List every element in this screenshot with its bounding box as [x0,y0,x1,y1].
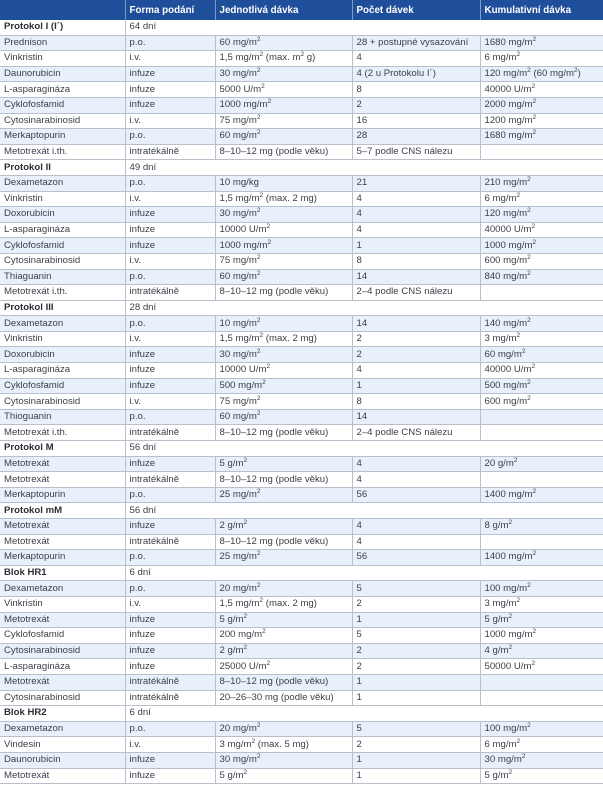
table-header [0,0,603,20]
table-row [0,721,603,737]
single-dose-cell: 60 $mg/m^2$ [215,269,352,285]
dose-count-cell: 1 [352,690,480,706]
dose-count-cell: 1 [352,674,480,690]
table-row [0,253,603,269]
drug-name-cell: Cytosinarabinosid [0,643,125,659]
dose-count-cell: 28 + postupné vysazování [352,35,480,51]
route-cell: i.v. [125,596,215,612]
cumulative-dose-cell: 3 $mg/m^2$ [480,596,603,612]
route-cell: p.o. [125,550,215,566]
protocol-section-row [0,300,603,316]
protocol-duration: 56 dní [125,441,603,457]
protocol-section-row [0,503,603,519]
drug-name-cell: Cyklofosfamid [0,628,125,644]
route-cell: infuze [125,238,215,254]
table-row [0,51,603,67]
table-row [0,347,603,363]
cumulative-dose-cell: 5 $g/m^2$ [480,612,603,628]
route-cell: infuze [125,612,215,628]
protocol-name: Protokol I (I´) [0,20,125,35]
cumulative-dose-cell: 140 $mg/m^2$ [480,316,603,332]
header-route: Forma podání [125,0,215,20]
cumulative-dose-cell: 1200 $mg/m^2$ [480,113,603,129]
table-row [0,628,603,644]
cumulative-dose-cell: 50000 $U/m^2$ [480,659,603,675]
table-row [0,35,603,51]
cumulative-dose-cell: 6 $mg/m^2$ [480,737,603,753]
dose-count-cell: 2 [352,596,480,612]
route-cell: i.v. [125,394,215,410]
protocol-name: Blok HR2 [0,706,125,722]
dose-count-cell: 2–4 podle CNS nálezu [352,285,480,301]
route-cell: p.o. [125,316,215,332]
drug-name-cell: Vindesin [0,737,125,753]
drug-name-cell: Cytosinarabinosid [0,690,125,706]
protocol-name: Protokol III [0,300,125,316]
cumulative-dose-cell [480,534,603,550]
drug-name-cell: Metotrexát i.th. [0,285,125,301]
drug-name-cell: Cyklofosfamid [0,97,125,113]
table-row [0,643,603,659]
table-row [0,222,603,238]
table-row [0,144,603,160]
route-cell: i.v. [125,113,215,129]
drug-name-cell: Prednison [0,35,125,51]
dose-count-cell: 2–4 podle CNS nálezu [352,425,480,441]
cumulative-dose-cell [480,409,603,425]
dose-count-cell: 14 [352,316,480,332]
protocol-section-row [0,441,603,457]
table-row [0,752,603,768]
dose-count-cell: 4 [352,472,480,488]
drug-name-cell: Metotrexát i.th. [0,425,125,441]
protocol-section-row [0,160,603,176]
route-cell: infuze [125,82,215,98]
route-cell: infuze [125,659,215,675]
single-dose-cell: 20 $mg/m^2$ [215,581,352,597]
protocol-duration: 49 dní [125,160,603,176]
route-cell: infuze [125,752,215,768]
cumulative-dose-cell: 3 $mg/m^2$ [480,331,603,347]
cumulative-dose-cell: 500 $mg/m^2$ [480,378,603,394]
dose-count-cell: 1 [352,612,480,628]
cumulative-dose-cell: 20 $g/m^2$ [480,456,603,472]
drug-name-cell: Metotrexát [0,472,125,488]
dose-count-cell: 4 [352,363,480,379]
single-dose-cell: 25 $mg/m^2$ [215,487,352,503]
single-dose-cell: 75 $mg/m^2$ [215,394,352,410]
cumulative-dose-cell: 1400 $mg/m^2$ [480,550,603,566]
dose-count-cell: 4 [352,534,480,550]
table-row [0,425,603,441]
drug-name-cell: Merkaptopurin [0,129,125,145]
table-row [0,612,603,628]
route-cell: infuze [125,97,215,113]
dose-count-cell: 5 [352,721,480,737]
table-row [0,82,603,98]
drug-name-cell: Daunorubicin [0,66,125,82]
protocol-section-row [0,565,603,581]
route-cell: i.v. [125,191,215,207]
dose-count-cell: 2 [352,659,480,675]
table-row [0,331,603,347]
drug-name-cell: Daunorubicin [0,752,125,768]
protocol-name: Protokol II [0,160,125,176]
drug-name-cell: Vinkristin [0,331,125,347]
dose-count-cell: 16 [352,113,480,129]
dose-count-cell: 2 [352,97,480,113]
drug-name-cell: L-asparagináza [0,222,125,238]
drug-name-cell: Thioguanin [0,409,125,425]
drug-name-cell: Metotrexát [0,519,125,535]
table-row [0,534,603,550]
table-row [0,487,603,503]
route-cell: infuze [125,378,215,394]
protocol-duration: 56 dní [125,503,603,519]
dose-count-cell: 4 [352,519,480,535]
single-dose-cell: 30 $mg/m^2$ [215,207,352,223]
single-dose-cell: 75 $mg/m^2$ [215,113,352,129]
route-cell: i.v. [125,737,215,753]
cumulative-dose-cell: 40000 $U/m^2$ [480,82,603,98]
drug-name-cell: Vinkristin [0,51,125,67]
cumulative-dose-cell: 6 $mg/m^2$ [480,51,603,67]
dose-count-cell: 8 [352,82,480,98]
dose-count-cell: 1 [352,238,480,254]
table-row [0,269,603,285]
dose-count-cell: 5 [352,628,480,644]
table-row [0,238,603,254]
header-dose-count: Počet dávek [352,0,480,20]
cumulative-dose-cell: 30 $mg/m^2$ [480,752,603,768]
route-cell: intratékálně [125,144,215,160]
cumulative-dose-cell: 60 $mg/m^2$ [480,347,603,363]
single-dose-cell: 500 $mg/m^2$ [215,378,352,394]
single-dose-cell: 200 $mg/m^2$ [215,628,352,644]
table-body [0,20,603,784]
single-dose-cell: 20 $mg/m^2$ [215,721,352,737]
single-dose-cell: 8–10–12 mg (podle věku) [215,425,352,441]
single-dose-cell: 10000 $U/m^2$ [215,363,352,379]
route-cell: i.v. [125,253,215,269]
dose-count-cell: 5–7 podle CNS nálezu [352,144,480,160]
protocol-section-row [0,706,603,722]
route-cell: p.o. [125,129,215,145]
drug-name-cell: Cyklofosfamid [0,238,125,254]
protocol-duration: 64 dní [125,20,603,35]
table-row [0,409,603,425]
cumulative-dose-cell [480,472,603,488]
single-dose-cell: 10000 $U/m^2$ [215,222,352,238]
dose-count-cell: 8 [352,253,480,269]
table-row [0,581,603,597]
single-dose-cell: 1000 $mg/m^2$ [215,97,352,113]
drug-name-cell: Metotrexát [0,534,125,550]
route-cell: p.o. [125,487,215,503]
header-drug [0,0,125,20]
cumulative-dose-cell: 2000 $mg/m^2$ [480,97,603,113]
single-dose-cell: 8–10–12 mg (podle věku) [215,534,352,550]
protocol-name: Protokol M [0,441,125,457]
table-row [0,285,603,301]
header-cumulative-dose: Kumulativní dávka [480,0,603,20]
dose-count-cell: 56 [352,487,480,503]
drug-name-cell: Dexametazon [0,316,125,332]
table-row [0,378,603,394]
protocol-duration: 6 dní [125,565,603,581]
table-row [0,456,603,472]
drug-name-cell: Thiaguanin [0,269,125,285]
drug-name-cell: Metotrexát [0,768,125,784]
route-cell: p.o. [125,581,215,597]
table-row [0,129,603,145]
single-dose-cell: 2 $g/m^2$ [215,519,352,535]
drug-name-cell: Merkaptopurin [0,550,125,566]
single-dose-cell: 8–10–12 mg (podle věku) [215,674,352,690]
drug-name-cell: Metotrexát [0,612,125,628]
single-dose-cell: 1,5 $mg/m^2$ (max. 2 mg) [215,596,352,612]
table-row [0,550,603,566]
dose-count-cell: 4 [352,222,480,238]
drug-name-cell: L-asparagináza [0,363,125,379]
single-dose-cell: 60 $mg/m^2$ [215,35,352,51]
cumulative-dose-cell: 1680 $mg/m^2$ [480,35,603,51]
table-row [0,175,603,191]
cumulative-dose-cell: 120 $mg/m^2$ [480,207,603,223]
cumulative-dose-cell: 100 $mg/m^2$ [480,581,603,597]
route-cell: infuze [125,628,215,644]
table-row [0,596,603,612]
dose-count-cell: 8 [352,394,480,410]
table-row [0,363,603,379]
route-cell: i.v. [125,331,215,347]
single-dose-cell: 3 $mg/m^2$ (max. 5 mg) [215,737,352,753]
route-cell: infuze [125,222,215,238]
dose-count-cell: 4 [352,191,480,207]
cumulative-dose-cell: 5 $g/m^2$ [480,768,603,784]
cumulative-dose-cell: 1400 $mg/m^2$ [480,487,603,503]
route-cell: intratékálně [125,690,215,706]
single-dose-cell: 10 mg/kg [215,175,352,191]
table-row [0,737,603,753]
route-cell: p.o. [125,35,215,51]
route-cell: infuze [125,519,215,535]
drug-name-cell: Doxorubicin [0,207,125,223]
dose-count-cell: 1 [352,752,480,768]
cumulative-dose-cell: 100 $mg/m^2$ [480,721,603,737]
dose-count-cell: 4 (2 u Protokolu I´) [352,66,480,82]
single-dose-cell: 8–10–12 mg (podle věku) [215,472,352,488]
single-dose-cell: 20–26–30 mg (podle věku) [215,690,352,706]
route-cell: intratékálně [125,472,215,488]
drug-name-cell: Metotrexát i.th. [0,144,125,160]
single-dose-cell: 1000 $mg/m^2$ [215,238,352,254]
table-row [0,316,603,332]
route-cell: p.o. [125,175,215,191]
single-dose-cell: 75 $mg/m^2$ [215,253,352,269]
route-cell: infuze [125,207,215,223]
route-cell: p.o. [125,409,215,425]
single-dose-cell: 60 $mg/m^2$ [215,129,352,145]
route-cell: infuze [125,643,215,659]
route-cell: intratékálně [125,674,215,690]
table-row [0,394,603,410]
drug-name-cell: Cytosinarabinosid [0,253,125,269]
single-dose-cell: 60 $mg/m^2$ [215,409,352,425]
dose-count-cell: 14 [352,269,480,285]
single-dose-cell: 10 $mg/m^2$ [215,316,352,332]
cumulative-dose-cell: 600 $mg/m^2$ [480,253,603,269]
dose-count-cell: 1 [352,768,480,784]
single-dose-cell: 8–10–12 mg (podle věku) [215,144,352,160]
single-dose-cell: 5 $g/m^2$ [215,768,352,784]
cumulative-dose-cell [480,144,603,160]
protocol-duration: 28 dní [125,300,603,316]
dose-count-cell: 2 [352,347,480,363]
drug-name-cell: Vinkristin [0,191,125,207]
route-cell: infuze [125,363,215,379]
cumulative-dose-cell: 600 $mg/m^2$ [480,394,603,410]
route-cell: p.o. [125,721,215,737]
single-dose-cell: 5 $g/m^2$ [215,456,352,472]
dose-count-cell: 4 [352,456,480,472]
route-cell: intratékálně [125,425,215,441]
table-row [0,472,603,488]
dose-count-cell: 2 [352,737,480,753]
route-cell: intratékálně [125,285,215,301]
protocol-name: Blok HR1 [0,565,125,581]
dose-count-cell: 21 [352,175,480,191]
drug-name-cell: Cyklofosfamid [0,378,125,394]
route-cell: infuze [125,347,215,363]
cumulative-dose-cell: 210 $mg/m^2$ [480,175,603,191]
drug-name-cell: Dexametazon [0,175,125,191]
cumulative-dose-cell: 120 $mg/m^2$ (60 $mg/m^2$) [480,66,603,82]
protocol-section-row [0,20,603,35]
drug-name-cell: Dexametazon [0,581,125,597]
table-row [0,519,603,535]
single-dose-cell: 25 $mg/m^2$ [215,550,352,566]
drug-name-cell: Doxorubicin [0,347,125,363]
header-row [0,0,603,20]
drug-name-cell: Dexametazon [0,721,125,737]
drug-name-cell: Vinkristin [0,596,125,612]
dose-count-cell: 5 [352,581,480,597]
drug-name-cell: L-asparagináza [0,659,125,675]
drug-name-cell: L-asparagináza [0,82,125,98]
protocol-duration: 6 dní [125,706,603,722]
table-row [0,66,603,82]
dose-count-cell: 1 [352,378,480,394]
table-row [0,690,603,706]
cumulative-dose-cell: 6 $mg/m^2$ [480,191,603,207]
dose-count-cell: 4 [352,207,480,223]
cumulative-dose-cell [480,674,603,690]
table-row [0,768,603,784]
cumulative-dose-cell: 40000 $U/m^2$ [480,222,603,238]
dose-count-cell: 56 [352,550,480,566]
table-row [0,674,603,690]
drug-name-cell: Metotrexát [0,456,125,472]
dose-count-cell: 2 [352,331,480,347]
single-dose-cell: 1,5 $mg/m^2$ (max. 2 mg) [215,331,352,347]
table-row [0,659,603,675]
cumulative-dose-cell [480,425,603,441]
cumulative-dose-cell [480,285,603,301]
dose-count-cell: 28 [352,129,480,145]
protocol-name: Protokol mM [0,503,125,519]
drug-name-cell: Metotrexát [0,674,125,690]
single-dose-cell: 30 $mg/m^2$ [215,752,352,768]
dose-count-cell: 14 [352,409,480,425]
table-row [0,207,603,223]
cumulative-dose-cell: 8 $g/m^2$ [480,519,603,535]
single-dose-cell: 5000 $U/m^2$ [215,82,352,98]
single-dose-cell: 5 $g/m^2$ [215,612,352,628]
cumulative-dose-cell: 1000 $mg/m^2$ [480,628,603,644]
single-dose-cell: 1,5 $mg/m^2$ (max. $m^2$ g) [215,51,352,67]
table-row [0,191,603,207]
cumulative-dose-cell: 1000 $mg/m^2$ [480,238,603,254]
route-cell: intratékálně [125,534,215,550]
drug-name-cell: Merkaptopurin [0,487,125,503]
route-cell: infuze [125,768,215,784]
route-cell: p.o. [125,269,215,285]
single-dose-cell: 30 $mg/m^2$ [215,347,352,363]
route-cell: infuze [125,456,215,472]
single-dose-cell: 1,5 $mg/m^2$ (max. 2 mg) [215,191,352,207]
drug-name-cell: Cytosinarabinosid [0,113,125,129]
route-cell: i.v. [125,51,215,67]
header-single-dose: Jednotlivá dávka [215,0,352,20]
route-cell: infuze [125,66,215,82]
cumulative-dose-cell: 840 $mg/m^2$ [480,269,603,285]
single-dose-cell: 25000 $U/m^2$ [215,659,352,675]
table-row [0,97,603,113]
cumulative-dose-cell: 4 $g/m^2$ [480,643,603,659]
table-row [0,113,603,129]
single-dose-cell: 30 $mg/m^2$ [215,66,352,82]
single-dose-cell: 2 $g/m^2$ [215,643,352,659]
drug-name-cell: Cytosinarabinosid [0,394,125,410]
cumulative-dose-cell: 40000 $U/m^2$ [480,363,603,379]
dose-count-cell: 4 [352,51,480,67]
cumulative-dose-cell [480,690,603,706]
single-dose-cell: 8–10–12 mg (podle věku) [215,285,352,301]
dose-count-cell: 2 [352,643,480,659]
cumulative-dose-cell: 1680 $mg/m^2$ [480,129,603,145]
